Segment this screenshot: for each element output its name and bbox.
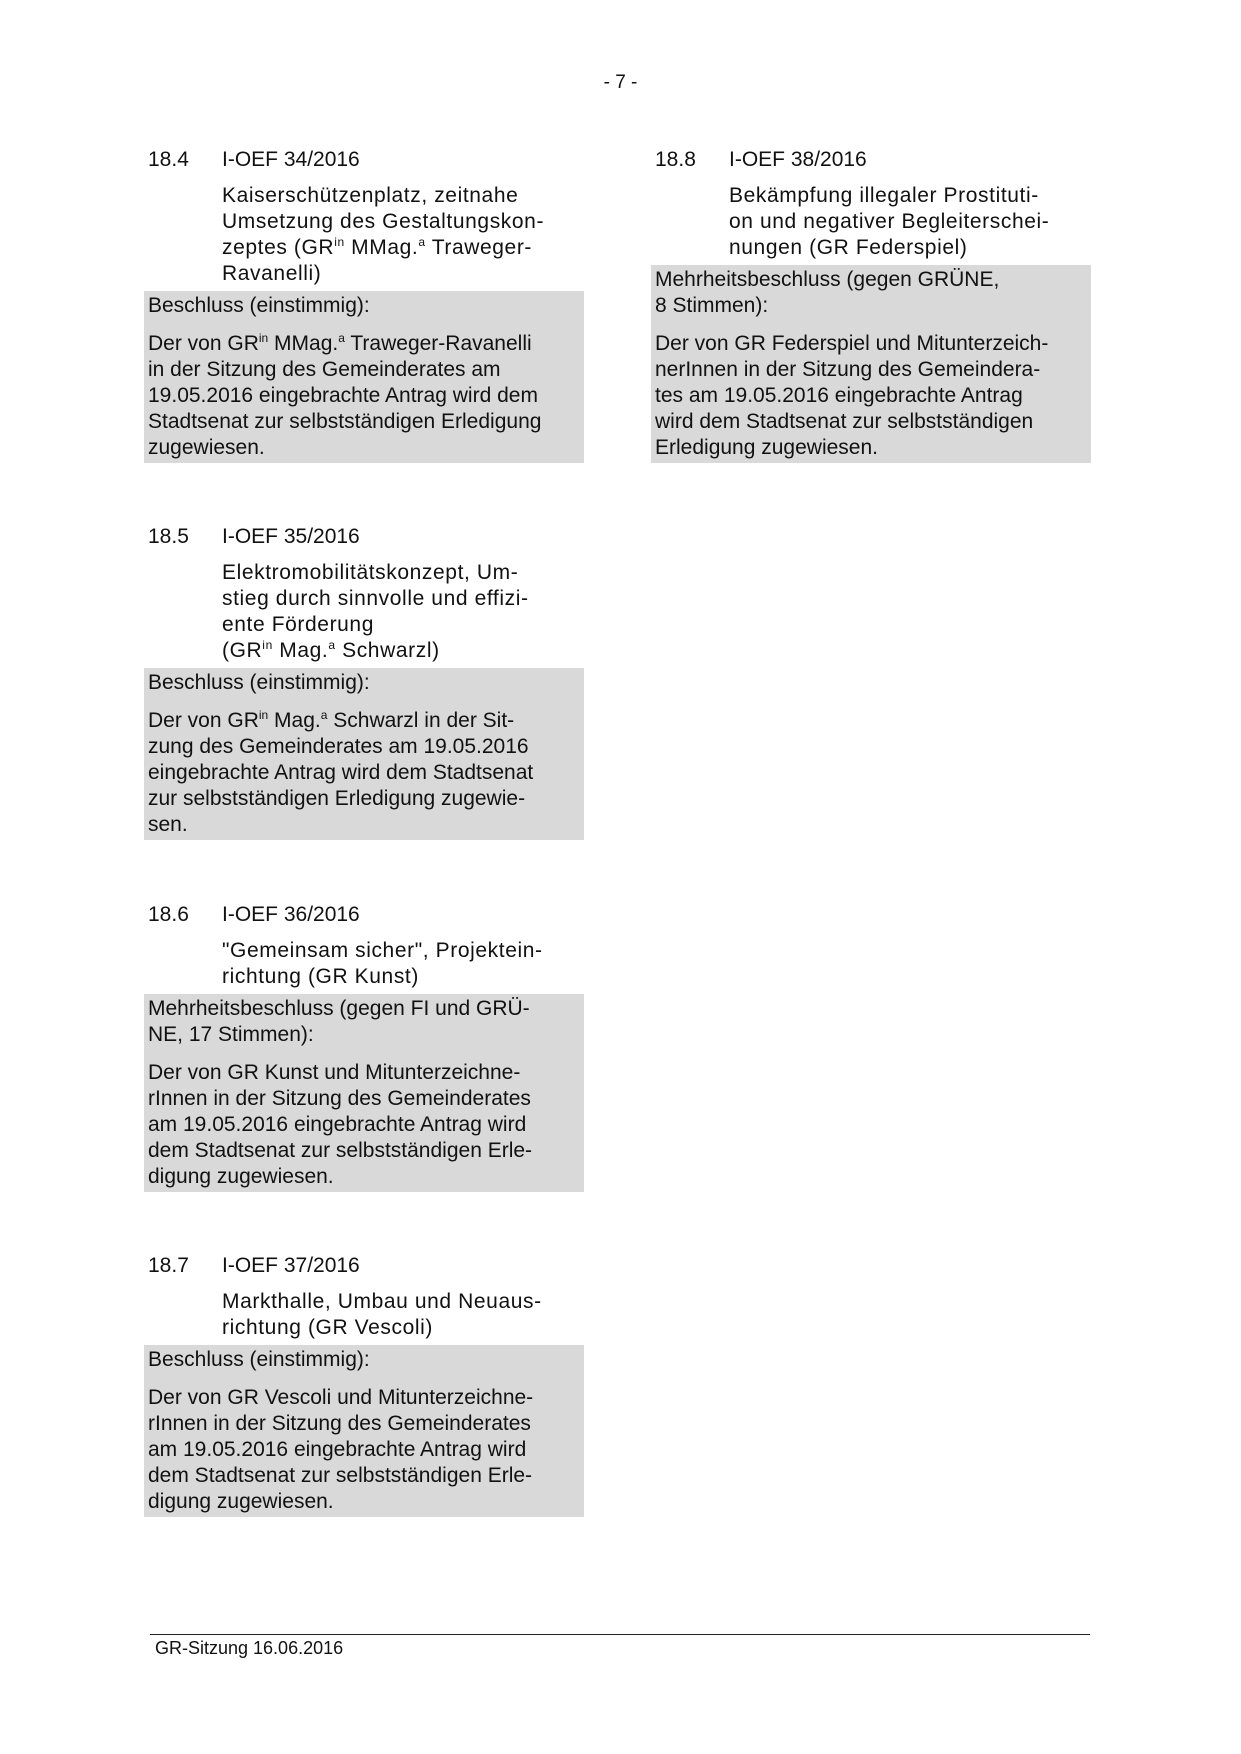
footer-divider: [150, 1634, 1090, 1635]
decision-box: [144, 668, 584, 840]
item-number: 18.8: [655, 148, 696, 171]
item-number: 18.6: [148, 903, 189, 926]
item-header: [651, 147, 1091, 173]
decision-box: [144, 291, 584, 463]
item-code: I-OEF 37/2016: [222, 1254, 360, 1277]
agenda-item-18-4: [144, 147, 584, 463]
decision-body: Der von $GR^{in}$ MMag.$^a$ Traweger-Ravanelli in der Sitzung des Gemeinderates am 19.05.2016 eingebrachte Antrag wird dem Stadtsenat zur selbstständigen Erledigung zugewiesen.: [148, 331, 542, 459]
decision-box: [144, 994, 584, 1192]
item-number: 18.5: [148, 525, 189, 548]
item-subject: Bekämpfung illegaler Prostituti- on und negativer Begleiterschei- nungen (GR Federspiel): [729, 184, 1050, 259]
footer-text: GR-Sitzung 16.06.2016: [155, 1638, 344, 1658]
item-header: [144, 1253, 584, 1279]
decision-head: Beschluss (einstimmig):: [148, 1348, 370, 1371]
decision-body: Der von GR Vescoli und Mitunterzeichne- rInnen in der Sitzung des Gemeinderates am 19.05.2016 eingebrachte Antrag wird dem Stadtsenat zur selbstständigen Erle- digung zugewiesen.: [148, 1386, 534, 1513]
page-number: - 7 -: [603, 72, 638, 93]
item-subject: "Gemeinsam sicher", Projektein- richtung (GR Kunst): [222, 939, 543, 988]
agenda-item-18-7: [144, 1253, 584, 1517]
decision-head: Mehrheitsbeschluss (gegen FI und GRÜ- NE, 17 Stimmen):: [148, 997, 530, 1046]
agenda-item-18-5: [144, 524, 584, 840]
decision-body: Der von $GR^{in}$ Mag.$^a$ Schwarzl in der Sit- zung des Gemeinderates am 19.05.2016 eingebrachte Antrag wird dem Stadtsenat zur selbstständigen Erledigung zugewie- sen.: [148, 708, 534, 836]
decision-box: [651, 265, 1091, 463]
item-header: [144, 147, 584, 173]
decision-body: Der von GR Federspiel und Mitunterzeich- nerInnen in der Sitzung des Gemeindera- tes am 19.05.2016 eingebrachte Antrag wird dem Stadtsenat zur selbstständigen Erledigung zugewiesen.: [655, 332, 1049, 459]
decision-head: Beschluss (einstimmig):: [148, 671, 370, 694]
item-subject: Markthalle, Umbau und Neuaus- richtung (GR Vescoli): [222, 1290, 542, 1339]
item-code: I-OEF 34/2016: [222, 148, 360, 171]
decision-body: Der von GR Kunst und Mitunterzeichne- rInnen in der Sitzung des Gemeinderates am 19.05.2016 eingebrachte Antrag wird dem Stadtsenat zur selbstständigen Erle- digung zugewiesen.: [148, 1061, 533, 1188]
item-number: 18.7: [148, 1254, 189, 1277]
item-code: I-OEF 35/2016: [222, 525, 360, 548]
item-header: [144, 524, 584, 550]
decision-head: Beschluss (einstimmig):: [148, 294, 370, 317]
decision-head: Mehrheitsbeschluss (gegen GRÜNE, 8 Stimmen):: [655, 268, 1000, 317]
item-header: [144, 902, 584, 928]
item-subject: Elektromobilitätskonzept, Um- stieg durch sinnvolle und effizi- ente Förderung ($GR^{in}$ Mag.$^a$ Schwarzl): [222, 561, 529, 662]
item-code: I-OEF 36/2016: [222, 903, 360, 926]
item-code: I-OEF 38/2016: [729, 148, 867, 171]
decision-box: [144, 1345, 584, 1517]
item-subject: Kaiserschützenplatz, zeitnahe Umsetzung des Gestaltungskon- zeptes ($GR^{in}$ MMag.$^a$ Traweger- Ravanelli): [222, 184, 545, 285]
agenda-item-18-6: [144, 902, 584, 1192]
agenda-item-18-8: [651, 147, 1091, 463]
item-number: 18.4: [148, 148, 189, 171]
